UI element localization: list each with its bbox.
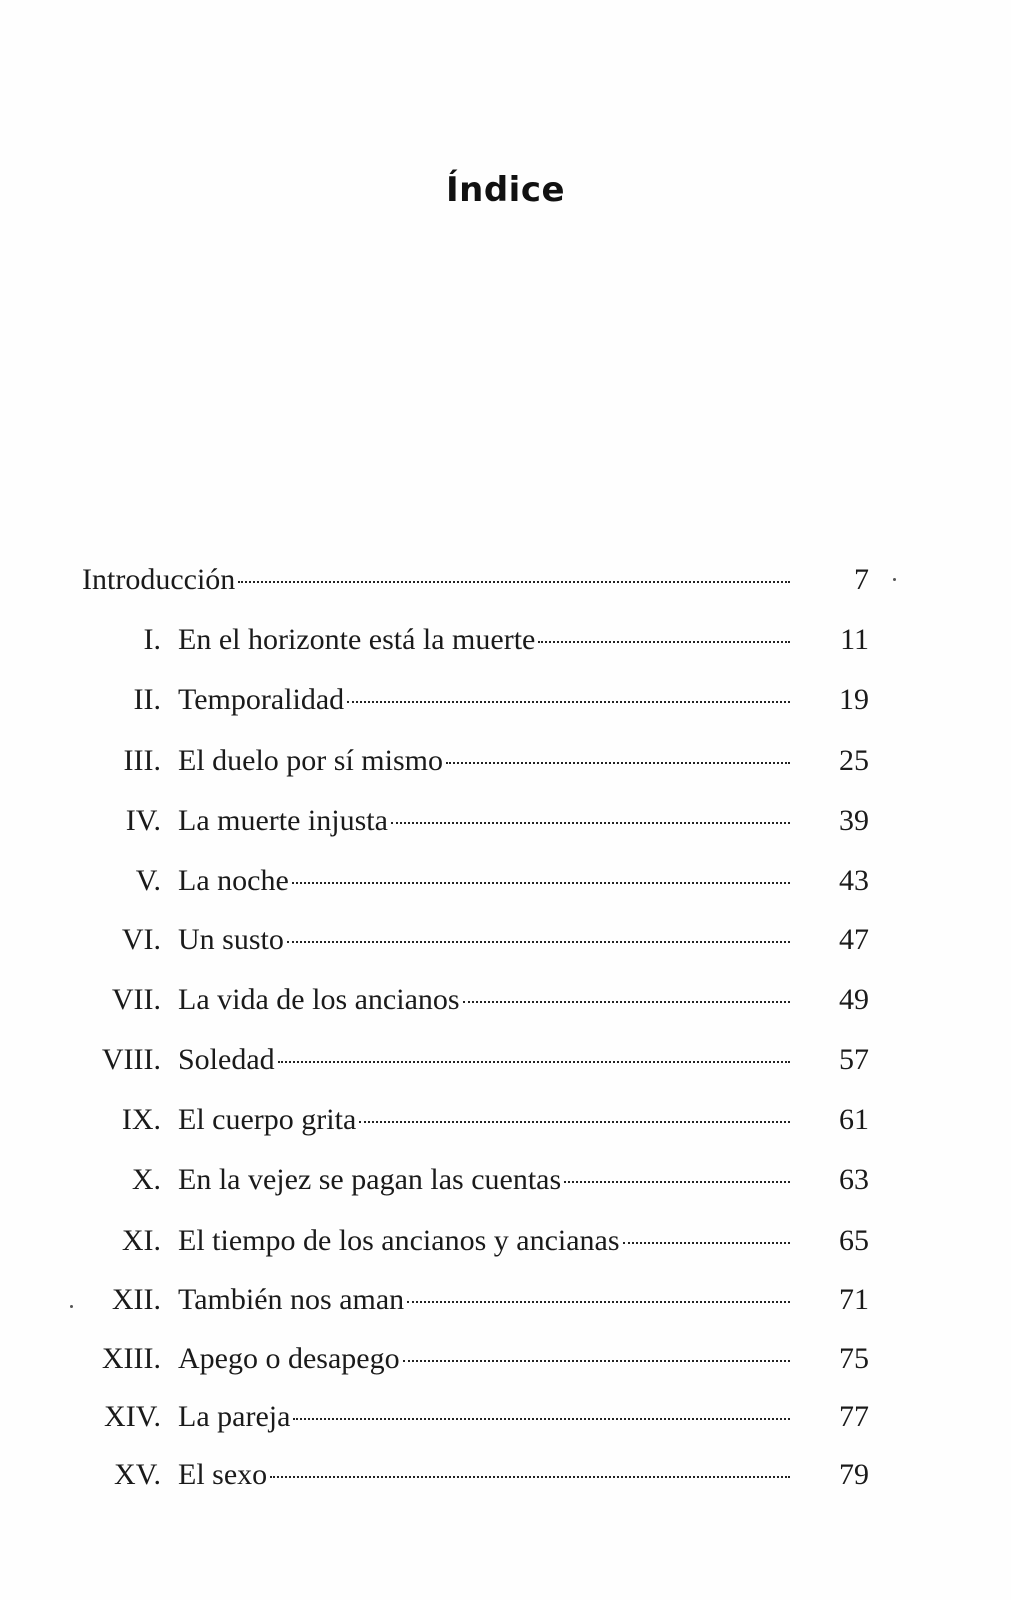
toc-entry[interactable] [0,801,1011,841]
toc-entry-page: 57 [839,1043,869,1076]
toc-entry-label: Apego o desapego [178,1342,400,1375]
toc-entry-label: Un susto [178,923,284,956]
toc-entry-number: XIII. [101,1342,161,1375]
dot-leader [359,1119,790,1123]
toc-entry[interactable] [0,680,1011,720]
toc-entry-page: 77 [839,1400,869,1433]
toc-entry-number: X. [131,1163,161,1196]
toc-entry-number: VII. [111,983,161,1016]
dot-leader [446,760,790,764]
toc-entry-page: 63 [839,1163,869,1196]
toc-entry-page: 47 [839,923,869,956]
dot-leader [292,880,790,884]
toc-entry-page: 75 [839,1342,869,1375]
toc-entry-page: 39 [839,804,869,837]
toc-entry[interactable] [0,980,1011,1020]
dot-leader [623,1240,790,1244]
toc-entry[interactable] [0,1339,1011,1379]
dot-leader [463,999,790,1003]
toc-entry-label: El sexo [178,1458,268,1491]
dot-leader [407,1299,790,1303]
toc-entry-label: La pareja [178,1400,291,1433]
toc-entry[interactable] [0,620,1011,660]
toc-entry-page: 61 [839,1103,869,1136]
print-speck [893,578,896,581]
toc-entry-number: III. [123,744,161,777]
dot-leader [391,820,790,824]
toc-entry-number: VIII. [101,1043,161,1076]
toc-entry-page: 43 [839,864,869,897]
toc-entry-number: V. [135,864,161,897]
toc-entry-label: El cuerpo grita [178,1103,357,1136]
toc-entry-number: XI. [121,1224,161,1257]
toc-entry[interactable] [0,560,1011,600]
toc-entry-page: 65 [839,1224,869,1257]
dot-leader [270,1474,790,1478]
toc-entry-page: 79 [839,1458,869,1491]
toc-entry-page: 71 [839,1283,869,1316]
dot-leader [293,1416,790,1420]
toc-entry[interactable] [0,1040,1011,1080]
toc-entry-label: Temporalidad [178,683,345,716]
toc-entry-number: XV. [114,1458,161,1491]
toc-entry-label: Soledad [178,1043,275,1076]
toc-entry-page: 25 [839,744,869,777]
toc-entry-number: IV. [125,804,161,837]
toc-entry[interactable] [0,1100,1011,1140]
toc-entry-number: II. [133,683,161,716]
toc-entry-number: VI. [121,923,161,956]
toc-entry-label: En el horizonte está la muerte [178,623,536,656]
toc-entry-number: XIV. [104,1400,161,1433]
toc-entry-page: 7 [854,563,869,596]
dot-leader [564,1179,790,1183]
toc-entry[interactable] [0,1397,1011,1437]
toc-entry-number: XII. [111,1283,161,1316]
toc-entry[interactable] [0,1160,1011,1200]
toc-entry-page: 11 [840,623,869,656]
print-speck [70,1305,73,1308]
toc-entry-label: Introducción [82,563,236,596]
dot-leader [238,579,790,583]
dot-leader [287,939,790,943]
dot-leader [538,639,790,643]
toc-entry-number: IX. [121,1103,161,1136]
toc-entry[interactable] [0,1280,1011,1320]
dot-leader [278,1059,790,1063]
dot-leader [403,1358,790,1362]
toc-entry-label: El tiempo de los ancianos y ancianas [178,1224,620,1257]
toc-entry-page: 49 [839,983,869,1016]
toc-entry[interactable] [0,1221,1011,1261]
toc-entry-label: En la vejez se pagan las cuentas [178,1163,562,1196]
toc-entry-label: El duelo por sí mismo [178,744,443,777]
dot-leader [347,699,790,703]
toc-entry-label: La vida de los ancianos [178,983,460,1016]
toc-entry-page: 19 [839,683,869,716]
toc-entry-label: La noche [178,864,289,897]
toc-entry[interactable] [0,1455,1011,1495]
toc-entry[interactable] [0,920,1011,960]
toc-entry[interactable] [0,741,1011,781]
toc-entry-label: También nos aman [178,1283,405,1316]
toc-entry-label: La muerte injusta [178,804,388,837]
toc-entry[interactable] [0,861,1011,901]
toc-entry-number: I. [143,623,161,656]
page-title: Índice [445,170,566,210]
